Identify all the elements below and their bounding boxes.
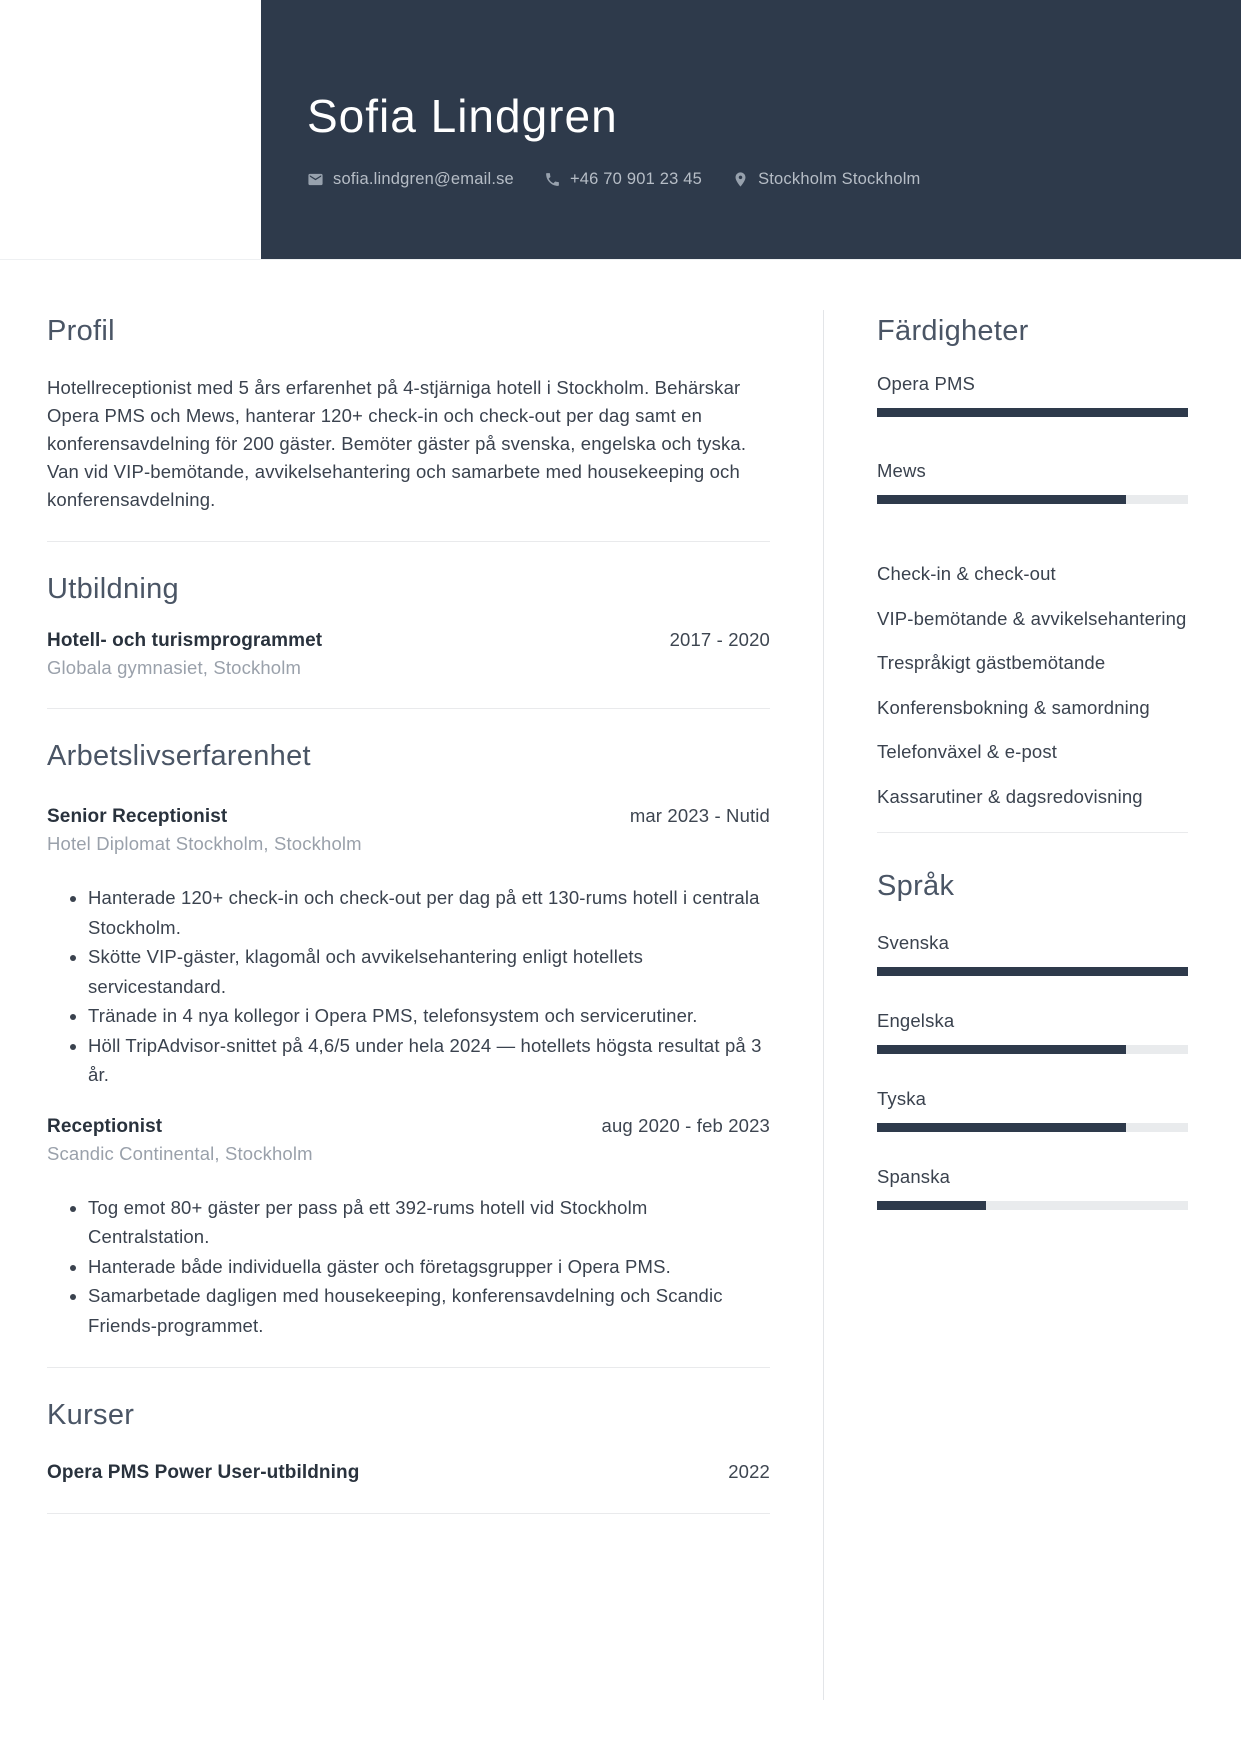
course-entries [47,1458,770,1486]
date-range: mar 2023 - Nutid [629,805,770,826]
skill-with-bar [877,370,1188,417]
skill-with-bar [877,1085,1188,1132]
contact-email [307,170,514,189]
job-bullets [47,883,770,1090]
skill-item: VIP-bemötande & avvikelsehantering [877,607,1187,629]
skill-bar-fill [877,495,1126,504]
section-divider [47,708,770,709]
bullet-item: • Tränade in 4 nya kollegor i Opera PMS, telefonsystem och servicerutiner. [88,1001,770,1031]
bullet-item: • Samarbetade dagligen med housekeeping, konferensavdelning och Scandic Friends-programmet. [88,1281,770,1340]
skill-with-bar [877,1163,1188,1210]
skill-bar-fill [877,408,1188,417]
job-entry [47,802,770,1090]
skill-bar-track [877,408,1188,417]
job-role: Receptionist [47,1115,163,1137]
company-name: Scandic Continental, Stockholm [47,1142,313,1164]
skill-label: Svenska [877,932,950,953]
skill-bar-track [877,967,1188,976]
skill-list [877,560,1188,810]
languages-section-title: Språk [877,870,955,902]
skill-with-bar [877,1007,1188,1054]
skills-section-title: Färdigheter [877,315,1029,347]
phone-icon [544,171,561,188]
header [261,0,1241,260]
education-section-title: Utbildning [47,573,179,605]
section-divider [877,832,1188,833]
contact-email-text: sofia.lindgren@email.se [333,170,514,188]
school-name: Globala gymnasiet, Stockholm [47,657,302,678]
skill-bar-fill [877,1123,1126,1132]
section-divider [47,1513,770,1514]
rated-skills [877,370,1188,504]
skill-bar-track [877,1123,1188,1132]
job-entry [47,1112,770,1341]
date-range: 2017 - 2020 [669,629,770,650]
skill-item: Kassarutiner & dagsredovisning [877,785,1143,807]
map-pin-icon [732,171,749,188]
skill-item: Check-in & check-out [877,563,1056,584]
course-entry [47,1458,770,1486]
company-name: Hotel Diplomat Stockholm, Stockholm [47,833,362,854]
profile-text: Hotellreceptionist med 5 års erfarenhet på 4-stjärniga hotell i Stockholm. Behärskar Opera PMS och Mews, hanterar 120+ check-in och check-out per dag samt en konferensavdelning för 200 gäster. Bemöter gäster på svenska, engelska och tyska. Van vid VIP-bemötande, avvikelsehantering och samarbete med housekeeping och konferensavdelning. [47,377,747,510]
skill-bar-track [877,1201,1188,1210]
skill-label: Mews [877,460,926,481]
contact-location-text: Stockholm Stockholm [758,170,921,188]
envelope-icon [307,171,324,188]
experience-entries [47,802,770,1340]
bullet-item: • Hanterade både individuella gäster och företagsgrupper i Opera PMS. [88,1252,770,1282]
education-entry [47,626,770,681]
skill-item: Konferensbokning & samordning [877,696,1150,718]
column-divider [823,310,824,1700]
language-skills [877,929,1188,1210]
experience-section-title: Arbetslivserfarenhet [47,740,311,772]
contact-location [732,170,920,189]
main-column [47,312,770,1514]
bullet-item: • Skötte VIP-gäster, klagomål och avvikelsehantering enligt hotellets servicestandard. [88,942,770,1001]
skill-with-bar [877,457,1188,504]
skill-bar-track [877,1045,1188,1054]
courses-section-title: Kurser [47,1399,135,1431]
course-title: Opera PMS Power User-utbildning [47,1462,360,1483]
date-range: aug 2020 - feb 2023 [601,1114,770,1136]
course-year: 2022 [728,1461,770,1482]
person-name: Sofia Lindgren [307,90,618,142]
bullet-item: • Tog emot 80+ gäster per pass på ett 392-rums hotell vid Stockholm Centralstation. [88,1193,770,1252]
skill-bar-fill [877,1045,1126,1054]
education-entries [47,626,770,681]
contact-phone-text: +46 70 901 23 45 [569,170,703,188]
skill-label: Spanska [877,1166,951,1187]
section-divider [47,1367,770,1368]
skill-with-bar [877,929,1188,976]
profile-section-title: Profil [47,315,115,347]
sidebar-column [877,312,1188,1210]
skill-label: Opera PMS [877,373,975,394]
skill-bar-fill [877,967,1188,976]
skill-label: Tyska [877,1088,927,1109]
skill-item: Telefonväxel & e-post [877,741,1058,762]
bullet-item: • Hanterade 120+ check-in och check-out per dag på ett 130-rums hotell i centrala Stockholm. [88,883,770,942]
bullet-item: • Höll TripAdvisor-snittet på 4,6/5 under hela 2024 — hotellets högsta resultat på 3 år. [88,1031,770,1090]
skill-label: Engelska [877,1010,955,1031]
section-divider [47,541,770,542]
contact-phone [544,170,702,189]
job-bullets [47,1193,770,1341]
skill-bar-track [877,495,1188,504]
job-role: Senior Receptionist [47,806,228,827]
contact-row [307,170,1241,189]
header-underline [0,259,1241,260]
degree-title: Hotell- och turismprogrammet [47,630,323,651]
skill-bar-fill [877,1201,986,1210]
skill-item: Trespråkigt gästbemötande [877,652,1106,673]
